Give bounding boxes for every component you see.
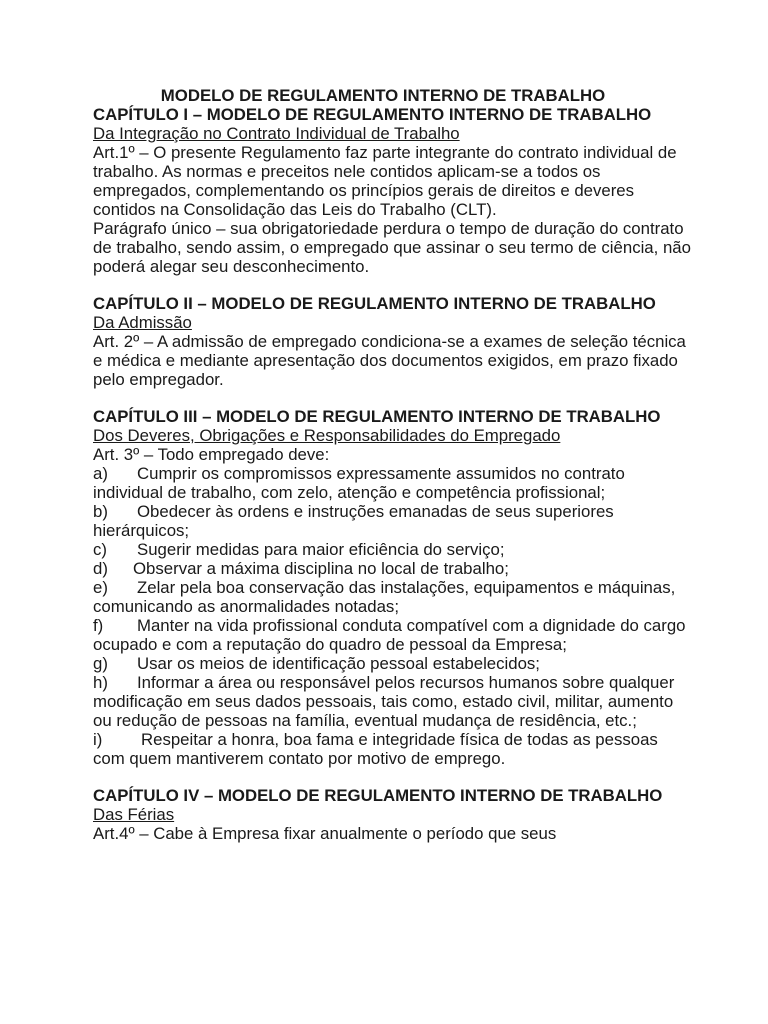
list-item-marker: d) <box>93 559 108 578</box>
spacer <box>93 768 693 786</box>
list-item <box>93 730 693 768</box>
chapter-4-section-title: Das Férias <box>93 805 175 824</box>
article-1-paragraph: Parágrafo único – sua obrigatoriedade perdura o tempo de duração do contrato de trabalho, sendo assim, o empregado que assinar o seu termo de ciência, não poderá alegar seu desconhecimento. <box>93 219 691 276</box>
list-item <box>93 464 693 502</box>
list-item-marker: b) <box>93 502 108 521</box>
list-item <box>93 559 693 578</box>
list-item-marker: f) <box>93 616 104 635</box>
list-item-text: Sugerir medidas para maior eficiência do serviço; <box>137 540 505 559</box>
list-item <box>93 540 693 559</box>
chapter-3-title: CAPÍTULO III – MODELO DE REGULAMENTO INTERNO DE TRABALHO <box>93 407 661 426</box>
list-item-marker: a) <box>93 464 108 483</box>
document-title: MODELO DE REGULAMENTO INTERNO DE TRABALHO <box>160 86 606 105</box>
list-item <box>93 654 693 673</box>
list-item-text: Respeitar a honra, boa fama e integridade física de todas as pessoas com quem mantiverem contato por motivo de emprego. <box>93 730 658 768</box>
list-item <box>93 502 693 540</box>
list-item <box>93 673 693 730</box>
article-4: Art.4º – Cabe à Empresa fixar anualmente o período que seus <box>93 824 557 843</box>
list-item <box>93 578 693 616</box>
chapter-4-title: CAPÍTULO IV – MODELO DE REGULAMENTO INTERNO DE TRABALHO <box>93 786 663 805</box>
document-page <box>93 86 693 843</box>
list-item-text: Observar a máxima disciplina no local de trabalho; <box>133 559 509 578</box>
chapter-1-section-title: Da Integração no Contrato Individual de Trabalho <box>93 124 460 143</box>
list-item-text: Zelar pela boa conservação das instalações, equipamentos e máquinas, comunicando as anormalidades notadas; <box>93 578 676 616</box>
list-item <box>93 616 693 654</box>
chapter-2-title: CAPÍTULO II – MODELO DE REGULAMENTO INTERNO DE TRABALHO <box>93 294 656 313</box>
list-item-marker: g) <box>93 654 108 673</box>
list-item-marker: i) <box>93 730 103 749</box>
article-3: Art. 3º – Todo empregado deve: <box>93 445 330 464</box>
list-item-text: Usar os meios de identificação pessoal estabelecidos; <box>137 654 540 673</box>
article-1: Art.1º – O presente Regulamento faz parte integrante do contrato individual de trabalho. As normas e preceitos nele contidos aplicam-se a todos os empregados, complementando os princípios gerais de direitos e deveres contidos na Consolidação das Leis do Trabalho (CLT). <box>93 143 677 219</box>
article-2: Art. 2º – A admissão de empregado condiciona-se a exames de seleção técnica e médica e mediante apresentação dos documentos exigidos, em prazo fixado pelo empregador. <box>93 332 686 389</box>
spacer <box>93 389 693 407</box>
list-item-text: Informar a área ou responsável pelos recursos humanos sobre qualquer modificação em seus dados pessoais, tais como, estado civil, militar, aumento ou redução de pessoas na família, eventual mudança de residência, etc.; <box>93 673 675 730</box>
list-item-text: Cumprir os compromissos expressamente assumidos no contrato individual de trabalho, com zelo, atenção e competência profissional; <box>93 464 625 502</box>
chapter-2-section-title: Da Admissão <box>93 313 192 332</box>
list-item-text: Manter na vida profissional conduta compatível com a dignidade do cargo ocupado e com a reputação do quadro de pessoal da Empresa; <box>93 616 686 654</box>
list-item-text: Obedecer às ordens e instruções emanadas de seus superiores hierárquicos; <box>93 502 614 540</box>
chapter-1-title: CAPÍTULO I – MODELO DE REGULAMENTO INTERNO DE TRABALHO <box>93 105 652 124</box>
list-item-marker: e) <box>93 578 108 597</box>
spacer <box>93 276 693 294</box>
list-item-marker: c) <box>93 540 107 559</box>
chapter-3-section-title: Dos Deveres, Obrigações e Responsabilidades do Empregado <box>93 426 561 445</box>
list-item-marker: h) <box>93 673 108 692</box>
